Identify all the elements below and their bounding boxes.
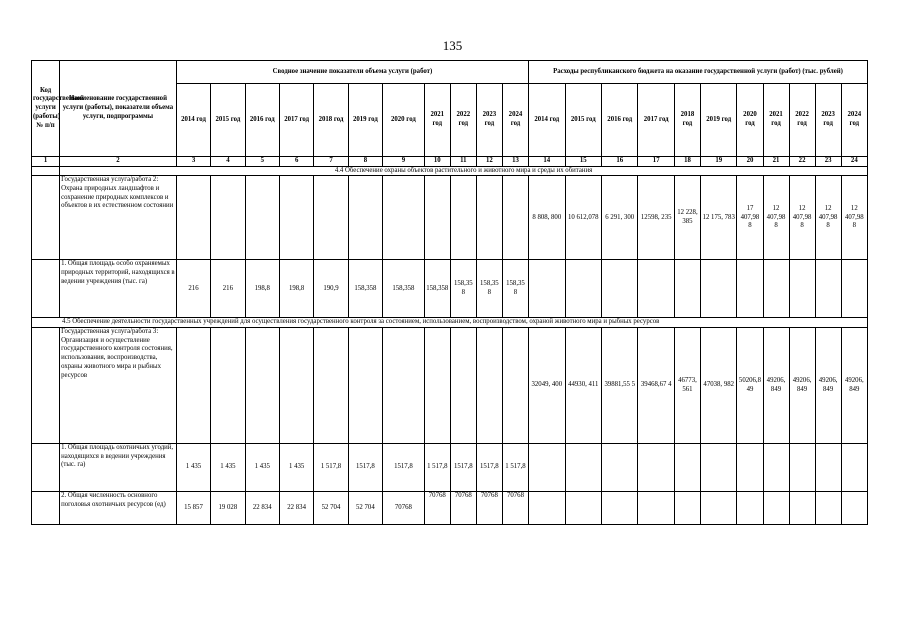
column-number: 21 bbox=[763, 157, 789, 167]
volume-cell: 216 bbox=[176, 260, 210, 318]
volume-cell: 22 834 bbox=[245, 492, 279, 525]
header-year: 2023 год bbox=[815, 84, 841, 157]
volume-cell: 1517,8 bbox=[450, 444, 476, 492]
budget-cell: 12 407,98 8 bbox=[815, 176, 841, 260]
row-name: Государственная услуга/работа 2: Охрана природных ландшафтов и сохранение природных комплексов и объектов в их естественном состоянии bbox=[60, 176, 177, 260]
header-year: 2015 год bbox=[211, 84, 245, 157]
header-year: 2024 год bbox=[841, 84, 867, 157]
section-row bbox=[32, 166, 868, 176]
column-number-row bbox=[32, 157, 868, 167]
volume-cell: 1 517,8 bbox=[424, 444, 450, 492]
volume-cell: 1 517,8 bbox=[314, 444, 348, 492]
volume-cell: 1 435 bbox=[211, 444, 245, 492]
budget-cell: 49206, 849 bbox=[789, 328, 815, 444]
volume-cell: 22 834 bbox=[279, 492, 313, 525]
header-year: 2022 год bbox=[789, 84, 815, 157]
table-row bbox=[32, 492, 868, 525]
header-year: 2015 год bbox=[565, 84, 601, 157]
column-number: 23 bbox=[815, 157, 841, 167]
budget-cell: 49206, 849 bbox=[815, 328, 841, 444]
column-number: 18 bbox=[674, 157, 700, 167]
budget-cell: 12 407,98 8 bbox=[789, 176, 815, 260]
header-year: 2017 год bbox=[279, 84, 313, 157]
row-name: Государственная услуга/работа 3: Организация и осуществление государственного контроля состояния, использования, воспроизводства, охраны животного мира и рыбных ресурсов bbox=[60, 328, 177, 444]
column-number: 6 bbox=[279, 157, 313, 167]
volume-cell: 1 435 bbox=[176, 444, 210, 492]
column-number: 7 bbox=[314, 157, 348, 167]
header-year: 2016 год bbox=[602, 84, 638, 157]
section-title: 4.5 Обеспечение деятельности государственных учреждений для осуществления государственного контроля за состоянием, использованием, воспроизводством, охраной животного мира и рыбных ресурсов bbox=[32, 318, 868, 328]
budget-cell: 46773, 561 bbox=[674, 328, 700, 444]
section-row bbox=[32, 318, 868, 328]
column-number: 19 bbox=[700, 157, 736, 167]
column-number: 24 bbox=[841, 157, 867, 167]
budget-cell: 47038, 982 bbox=[700, 328, 736, 444]
header-year: 2024 год bbox=[502, 84, 528, 157]
budget-cell: 8 808, 800 bbox=[529, 176, 565, 260]
header-year: 2017 год bbox=[638, 84, 674, 157]
column-number: 20 bbox=[737, 157, 763, 167]
budget-cell: 17 407,98 8 bbox=[737, 176, 763, 260]
header-year: 2020 год bbox=[737, 84, 763, 157]
column-number: 12 bbox=[476, 157, 502, 167]
budget-cell: 49206, 849 bbox=[763, 328, 789, 444]
column-number: 22 bbox=[789, 157, 815, 167]
column-number: 10 bbox=[424, 157, 450, 167]
column-number: 15 bbox=[565, 157, 601, 167]
column-number: 5 bbox=[245, 157, 279, 167]
header-year: 2023 год bbox=[476, 84, 502, 157]
budget-cell: 10 612,078 bbox=[565, 176, 601, 260]
volume-cell: 1517,8 bbox=[476, 444, 502, 492]
budget-cell: 12 407,98 8 bbox=[841, 176, 867, 260]
volume-cell: 1517,8 bbox=[383, 444, 425, 492]
volume-cell: 158,358 bbox=[348, 260, 382, 318]
budget-cell: 39468,67 4 bbox=[638, 328, 674, 444]
column-number: 4 bbox=[211, 157, 245, 167]
volume-cell: 1 517,8 bbox=[502, 444, 528, 492]
header-year: 2016 год bbox=[245, 84, 279, 157]
column-number: 9 bbox=[383, 157, 425, 167]
row-name: 1. Общая площадь охотничьих угодий, находящихся в ведении учреждения (тыс. га) bbox=[60, 444, 177, 492]
header-year: 2022 год bbox=[450, 84, 476, 157]
budget-cell: 44930, 411 bbox=[565, 328, 601, 444]
volume-cell: 158,35 8 bbox=[476, 260, 502, 318]
volume-cell: 52 704 bbox=[314, 492, 348, 525]
budget-cell: 32049, 400 bbox=[529, 328, 565, 444]
volume-cell: 1 435 bbox=[279, 444, 313, 492]
column-number: 1 bbox=[32, 157, 60, 167]
header-year: 2019 год bbox=[700, 84, 736, 157]
table-row bbox=[32, 176, 868, 260]
row-name: 1. Общая площадь особо охраняемых природных территорий, находящихся в ведении учреждения (тыс. га) bbox=[60, 260, 177, 318]
budget-cell: 6 291, 300 bbox=[602, 176, 638, 260]
header-volume-group: Сводное значение показатели объема услуги (работ) bbox=[176, 61, 528, 84]
table-row bbox=[32, 260, 868, 318]
table-row bbox=[32, 328, 868, 444]
table-header bbox=[32, 61, 868, 157]
section-title: 4.4 Обеспечение охраны объектов растительного и животного мира и среды их обитания bbox=[60, 166, 868, 176]
header-year: 2018 год bbox=[674, 84, 700, 157]
table-row bbox=[32, 444, 868, 492]
volume-cell: 15 857 bbox=[176, 492, 210, 525]
budget-cell: 49206, 849 bbox=[841, 328, 867, 444]
budget-cell: 39881,55 5 bbox=[602, 328, 638, 444]
row-name: 2. Общая численность основного поголовья охотничьих ресурсов (ед) bbox=[60, 492, 177, 525]
column-number: 11 bbox=[450, 157, 476, 167]
volume-cell: 1517,8 bbox=[348, 444, 382, 492]
budget-cell: 12598, 235 bbox=[638, 176, 674, 260]
column-number: 17 bbox=[638, 157, 674, 167]
column-number: 2 bbox=[60, 157, 177, 167]
volume-cell: 70768 bbox=[383, 492, 425, 525]
volume-cell: 1 435 bbox=[245, 444, 279, 492]
column-number: 13 bbox=[502, 157, 528, 167]
volume-cell: 158,35 8 bbox=[502, 260, 528, 318]
header-code: Код государственной услуги (работы) № п/п bbox=[32, 61, 60, 157]
budget-cell: 12 407,98 8 bbox=[763, 176, 789, 260]
header-budget-group: Расходы республиканского бюджета на оказание государственной услуги (работ) (тыс. рублей) bbox=[529, 61, 868, 84]
volume-cell: 70768 bbox=[450, 492, 476, 525]
volume-cell: 158,358 bbox=[383, 260, 425, 318]
volume-cell: 70768 bbox=[502, 492, 528, 525]
header-year: 2020 год bbox=[383, 84, 425, 157]
volume-cell: 198,8 bbox=[245, 260, 279, 318]
volume-cell: 190,9 bbox=[314, 260, 348, 318]
header-year: 2021 год bbox=[763, 84, 789, 157]
page-number: 135 bbox=[442, 38, 463, 53]
column-number: 8 bbox=[348, 157, 382, 167]
budget-table bbox=[31, 60, 868, 525]
volume-cell: 216 bbox=[211, 260, 245, 318]
column-number: 16 bbox=[602, 157, 638, 167]
header-year: 2014 год bbox=[176, 84, 210, 157]
volume-cell: 158,358 bbox=[424, 260, 450, 318]
volume-cell: 158,35 8 bbox=[450, 260, 476, 318]
volume-cell: 70768 bbox=[424, 492, 450, 525]
budget-cell: 12 228, 385 bbox=[674, 176, 700, 260]
budget-cell: 50206,8 49 bbox=[737, 328, 763, 444]
header-year: 2018 год bbox=[314, 84, 348, 157]
column-number: 14 bbox=[529, 157, 565, 167]
column-number: 3 bbox=[176, 157, 210, 167]
volume-cell: 52 704 bbox=[348, 492, 382, 525]
header-year: 2019 год bbox=[348, 84, 382, 157]
volume-cell: 19 028 bbox=[211, 492, 245, 525]
volume-cell: 70768 bbox=[476, 492, 502, 525]
header-year: 2014 год bbox=[529, 84, 565, 157]
budget-cell: 12 175, 783 bbox=[700, 176, 736, 260]
header-year: 2021 год bbox=[424, 84, 450, 157]
header-name: Наименование государственной услуги (работы), показатели объема услуги, подпрограммы bbox=[60, 61, 177, 157]
volume-cell: 198,8 bbox=[279, 260, 313, 318]
